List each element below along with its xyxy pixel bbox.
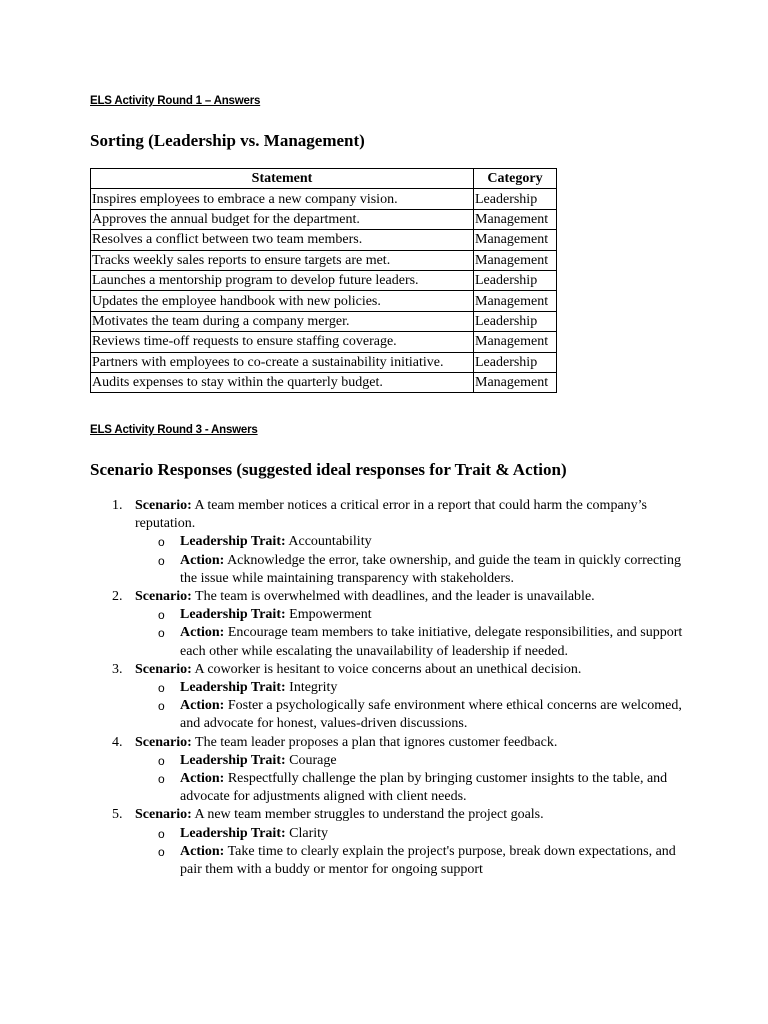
trait-label: Leadership Trait: <box>180 607 286 623</box>
sorting-title: Sorting (Leadership vs. Management) <box>90 131 365 150</box>
action-label: Action: <box>180 552 225 568</box>
action-sub-item <box>90 697 690 733</box>
statement-cell: Approves the annual budget for the department. <box>91 209 474 229</box>
table-row <box>91 189 557 209</box>
bullet-glyph: o <box>158 826 165 841</box>
scenario-title: Scenario Responses (suggested ideal responses for Trait & Action) <box>90 460 567 479</box>
trait-value: Courage <box>289 752 337 768</box>
bullet-glyph: o <box>158 844 165 859</box>
action-sub-item <box>90 843 690 879</box>
category-cell: Leadership <box>474 352 557 372</box>
statement-cell: Inspires employees to embrace a new company vision. <box>91 189 474 209</box>
trait-sub-item <box>90 606 690 624</box>
statement-cell: Launches a mentorship program to develop future leaders. <box>91 270 474 290</box>
table-row <box>91 291 557 311</box>
action-value: Respectfully challenge the plan by bringing customer insights to the table, and advocate for adjustments aligned with client needs. <box>180 771 668 805</box>
scenario-text <box>135 806 690 824</box>
scenario-number: 4. <box>112 734 123 750</box>
table-row <box>91 332 557 352</box>
statement-cell: Partners with employees to co-create a sustainability initiative. <box>91 352 474 372</box>
scenario-label: Scenario: <box>135 498 192 513</box>
round1-heading: ELS Activity Round 1 – Answers <box>90 95 261 107</box>
category-cell: Management <box>474 250 557 270</box>
table-header-row <box>91 169 557 189</box>
scenario-text <box>135 661 690 679</box>
trait-sub-item <box>90 752 690 770</box>
table-row <box>91 311 557 331</box>
table-row <box>91 209 557 229</box>
category-cell: Management <box>474 230 557 250</box>
action-value: Foster a psychologically safe environment where ethical concerns are welcomed, and advocate for honest, values-driven discussions. <box>180 698 682 732</box>
scenario-list <box>90 497 690 879</box>
bullet-glyph: o <box>158 553 165 568</box>
statement-cell: Reviews time-off requests to ensure staffing coverage. <box>91 332 474 352</box>
sorting-table-body <box>91 189 557 393</box>
scenario-description: The team is overwhelmed with deadlines, and the leader is unavailable. <box>195 589 595 605</box>
scenario-text <box>135 497 690 533</box>
bullet-glyph: o <box>158 699 165 714</box>
action-value: Take time to clearly explain the project's purpose, break down expectations, and pair them with a buddy or mentor for ongoing support <box>180 843 676 878</box>
trait-value: Integrity <box>289 680 338 696</box>
statement-cell: Motivates the team during a company merger. <box>91 311 474 331</box>
bullet-glyph: o <box>158 772 165 787</box>
trait-label: Leadership Trait: <box>180 825 286 841</box>
scenario-description: A coworker is hesitant to voice concerns about an unethical decision. <box>194 661 582 677</box>
action-label: Action: <box>180 625 225 641</box>
scenario-description: A team member notices a critical error in a report that could harm the company’s reputation. <box>135 498 647 532</box>
scenario-description: The team leader proposes a plan that ignores customer feedback. <box>195 734 558 750</box>
category-cell: Leadership <box>474 311 557 331</box>
statement-cell: Resolves a conflict between two team members. <box>91 230 474 250</box>
action-label: Action: <box>180 771 225 787</box>
bullet-glyph: o <box>158 753 165 768</box>
round3-heading: ELS Activity Round 3 - Answers <box>90 424 258 436</box>
scenario-number: 1. <box>112 498 123 513</box>
scenario-item <box>90 661 690 734</box>
category-cell: Management <box>474 332 557 352</box>
table-row <box>91 372 557 392</box>
action-sub-item <box>90 552 690 588</box>
category-cell: Management <box>474 209 557 229</box>
table-row <box>91 270 557 290</box>
trait-sub-item <box>90 679 690 697</box>
scenario-number: 2. <box>112 589 123 605</box>
scenario-text <box>135 588 690 606</box>
bullet-glyph: o <box>158 535 165 550</box>
scenario-text <box>135 734 690 752</box>
scenario-item <box>90 806 690 879</box>
bullet-glyph: o <box>158 608 165 623</box>
table-row <box>91 230 557 250</box>
category-cell: Leadership <box>474 189 557 209</box>
trait-sub-item <box>90 533 690 551</box>
action-value: Acknowledge the error, take ownership, and guide the team in quickly correcting the issue while maintaining transparency with stakeholders. <box>180 552 681 586</box>
scenario-description: A new team member struggles to understand the project goals. <box>194 807 544 823</box>
scenario-label: Scenario: <box>135 807 192 823</box>
trait-value: Clarity <box>289 825 329 841</box>
table-row <box>91 250 557 270</box>
trait-label: Leadership Trait: <box>180 534 286 550</box>
trait-label: Leadership Trait: <box>180 680 286 696</box>
category-cell: Management <box>474 372 557 392</box>
statement-cell: Updates the employee handbook with new policies. <box>91 291 474 311</box>
trait-value: Accountability <box>288 534 372 550</box>
category-cell: Leadership <box>474 270 557 290</box>
header-category: Category <box>474 169 557 189</box>
scenario-item <box>90 734 690 807</box>
statement-cell: Audits expenses to stay within the quarterly budget. <box>91 372 474 392</box>
scenario-label: Scenario: <box>135 734 192 750</box>
trait-label: Leadership Trait: <box>180 752 286 768</box>
table-row <box>91 352 557 372</box>
header-statement: Statement <box>91 169 474 189</box>
statement-cell: Tracks weekly sales reports to ensure targets are met. <box>91 250 474 270</box>
action-label: Action: <box>180 843 225 859</box>
scenario-number: 5. <box>112 807 123 823</box>
action-sub-item <box>90 624 690 660</box>
sorting-table <box>90 168 557 393</box>
action-sub-item <box>90 770 690 806</box>
trait-value: Empowerment <box>289 607 372 623</box>
action-label: Action: <box>180 698 225 714</box>
scenario-label: Scenario: <box>135 589 192 605</box>
category-cell: Management <box>474 291 557 311</box>
scenario-number: 3. <box>112 661 123 677</box>
action-value: Encourage team members to take initiative, delegate responsibilities, and support each other while escalating the unavailability of leadership if needed. <box>180 625 683 659</box>
scenario-item <box>90 497 690 588</box>
scenario-label: Scenario: <box>135 661 192 677</box>
scenario-item <box>90 588 690 661</box>
trait-sub-item <box>90 825 690 843</box>
bullet-glyph: o <box>158 626 165 641</box>
bullet-glyph: o <box>158 681 165 696</box>
